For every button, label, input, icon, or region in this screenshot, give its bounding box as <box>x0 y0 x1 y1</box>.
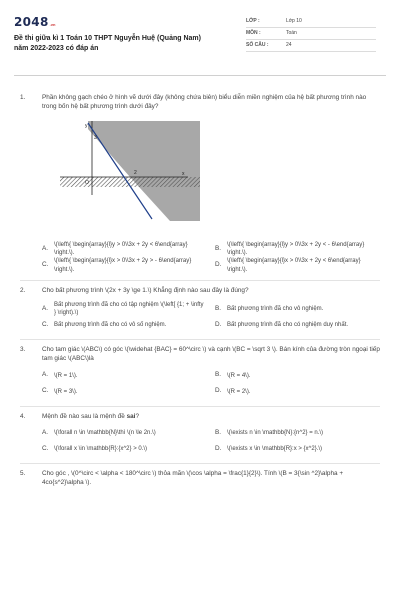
question-number: 1. <box>20 94 26 101</box>
option-text: \(R = 1\). <box>54 372 78 379</box>
option-d[interactable] <box>215 441 380 457</box>
y-intercept-label: 3 <box>94 135 97 142</box>
option-letter: B. <box>215 305 222 313</box>
option-letter: B. <box>215 245 222 253</box>
option-d[interactable] <box>215 257 380 273</box>
option-text: Bất phương trình đã cho vô nghiệm. <box>227 306 324 313</box>
option-letter: C. <box>42 321 49 329</box>
question-text: Cho tam giác \(ABC\) có góc \(\widehat {BAC} = 60^\circ \) và cạnh \(BC = \sqrt 3 \). Bán kính của đường tròn ngoại tiếp tam giác \(ABC\)là <box>42 346 380 363</box>
option-text: \(R = 3\). <box>54 388 78 395</box>
question-number: 5. <box>20 470 26 478</box>
question-options <box>42 241 380 273</box>
exam-meta <box>246 16 376 52</box>
question-text: Cho bất phương trình \(2x + 3y \ge 1.\) Khẳng định nào sau đây là đúng? <box>42 286 249 294</box>
question-text: Cho góc , \(0^\circ < \alpha < 180^\circ \) thỏa mãn \(\cos \alpha = \frac{1}{2}\). Tính \(B = 3{\sin ^2}\alpha + 4co{s^2}\alpha \). <box>42 470 344 487</box>
option-letter: D. <box>215 321 222 329</box>
option-letter: B. <box>215 429 222 437</box>
meta-value: Lớp 10 <box>286 18 302 25</box>
meta-row-subject <box>246 28 376 40</box>
inequality-graph <box>60 117 200 221</box>
question-divider <box>20 406 380 407</box>
option-letter: D. <box>215 387 222 395</box>
option-c[interactable] <box>42 441 207 457</box>
question-options <box>42 301 380 333</box>
option-c[interactable] <box>42 317 207 333</box>
page-header <box>14 14 386 76</box>
logo-suffix: .vn <box>49 21 56 27</box>
exam-title-line1: Đề thi giữa kì 1 Toán 10 THPT Nguyễn Huệ (Quảng Nam) <box>14 35 201 43</box>
option-letter: A. <box>42 371 49 379</box>
option-d[interactable] <box>215 317 380 333</box>
option-a[interactable] <box>42 425 207 441</box>
x-axis-label: x <box>182 171 185 178</box>
option-letter: D. <box>215 445 222 453</box>
question-text-after: ? <box>135 412 140 420</box>
option-text: \(\forall n \in \mathbb{N}\thì \(n \le 2n.\) <box>54 430 156 437</box>
option-c[interactable] <box>42 257 207 273</box>
y-axis-label: y <box>85 123 88 130</box>
option-text: \(\left\{ \begin{array}{l}x > 0\\3x + 2y > - 6\end{array} \right.\). <box>54 258 192 273</box>
question-graph <box>60 117 200 221</box>
meta-row-class <box>246 16 376 28</box>
option-a[interactable] <box>42 301 207 317</box>
option-letter: C. <box>42 387 49 395</box>
question-number: 3. <box>20 346 26 354</box>
option-d[interactable] <box>215 384 380 400</box>
option-letter: C. <box>42 261 49 269</box>
question-options <box>42 368 380 400</box>
option-letter: D. <box>215 261 222 269</box>
option-b[interactable] <box>215 241 380 257</box>
question-number: 2. <box>20 286 26 294</box>
question-text <box>42 413 380 422</box>
option-text: \(R = 4\). <box>227 372 251 379</box>
option-a[interactable] <box>42 241 207 257</box>
logo-text: 2048 <box>14 15 49 29</box>
option-text: \(R = 2\). <box>227 388 251 395</box>
option-text: \(\exists x \in \mathbb{R}:x > {x^2}.\) <box>227 446 323 453</box>
question-divider <box>20 463 380 464</box>
option-letter: A. <box>42 245 49 253</box>
option-text: \(\left\{ \begin{array}{l}y > 0\\3x + 2y < - 6\end{array} \right.\). <box>227 242 365 257</box>
option-b[interactable] <box>215 368 380 384</box>
question-options <box>42 425 380 457</box>
option-text: \(\exists n \in \mathbb{N}:{n^2} = n.\) <box>227 430 324 437</box>
option-text: \(\left\{ \begin{array}{l}y > 0\\3x + 2y < 6\end{array} \right.\). <box>54 242 188 257</box>
question-text-before: Mệnh đề nào sau là mệnh đề <box>42 412 127 420</box>
meta-key: MÔN : <box>246 30 261 37</box>
question-text-emphasis: sai <box>126 412 136 420</box>
meta-value: 24 <box>286 42 292 49</box>
meta-key: LỚP : <box>246 18 260 25</box>
option-b[interactable] <box>215 425 380 441</box>
question-4 <box>20 413 380 458</box>
option-text: Bất phương trình đã cho có vô số nghiệm. <box>54 322 167 329</box>
option-letter: C. <box>42 445 49 453</box>
exam-title-line2: năm 2022-2023 có đáp án <box>14 44 99 52</box>
question-number: 4. <box>20 412 26 420</box>
option-text: \(\forall x \in \mathbb{R}:{x^2} > 0.\) <box>54 446 148 453</box>
option-letter: A. <box>42 305 49 313</box>
option-letter: A. <box>42 429 49 437</box>
question-2 <box>20 287 380 334</box>
option-c[interactable] <box>42 384 207 400</box>
option-b[interactable] <box>215 301 380 317</box>
question-3 <box>20 346 380 399</box>
question-text: Phần không gạch chéo ở hình vẽ dưới đây (không chứa biên) biểu diễn miền nghiệm của hệ bất phương trình nào trong bốn hệ bất phương trình dưới đây? <box>42 94 367 110</box>
meta-value: Toán <box>286 30 297 37</box>
question-divider <box>20 280 380 281</box>
option-text: Bất phương trình đã cho có nghiệm duy nhất. <box>227 322 349 329</box>
meta-row-count <box>246 40 376 52</box>
origin-label: O <box>85 180 89 187</box>
x-intercept-label: 2 <box>134 170 137 177</box>
option-text: \(\left\{ \begin{array}{l}x > 0\\3x + 2y < 6\end{array} \right.\). <box>227 258 361 273</box>
option-letter: B. <box>215 371 222 379</box>
question-5 <box>20 470 380 487</box>
option-text: Bất phương trình đã cho có tập nghiệm \(\left[ {1; + \infty } \right).\) <box>54 302 204 317</box>
question-1 <box>20 94 380 274</box>
option-a[interactable] <box>42 368 207 384</box>
question-divider <box>20 339 380 340</box>
meta-key: SỐ CÂU : <box>246 42 269 49</box>
